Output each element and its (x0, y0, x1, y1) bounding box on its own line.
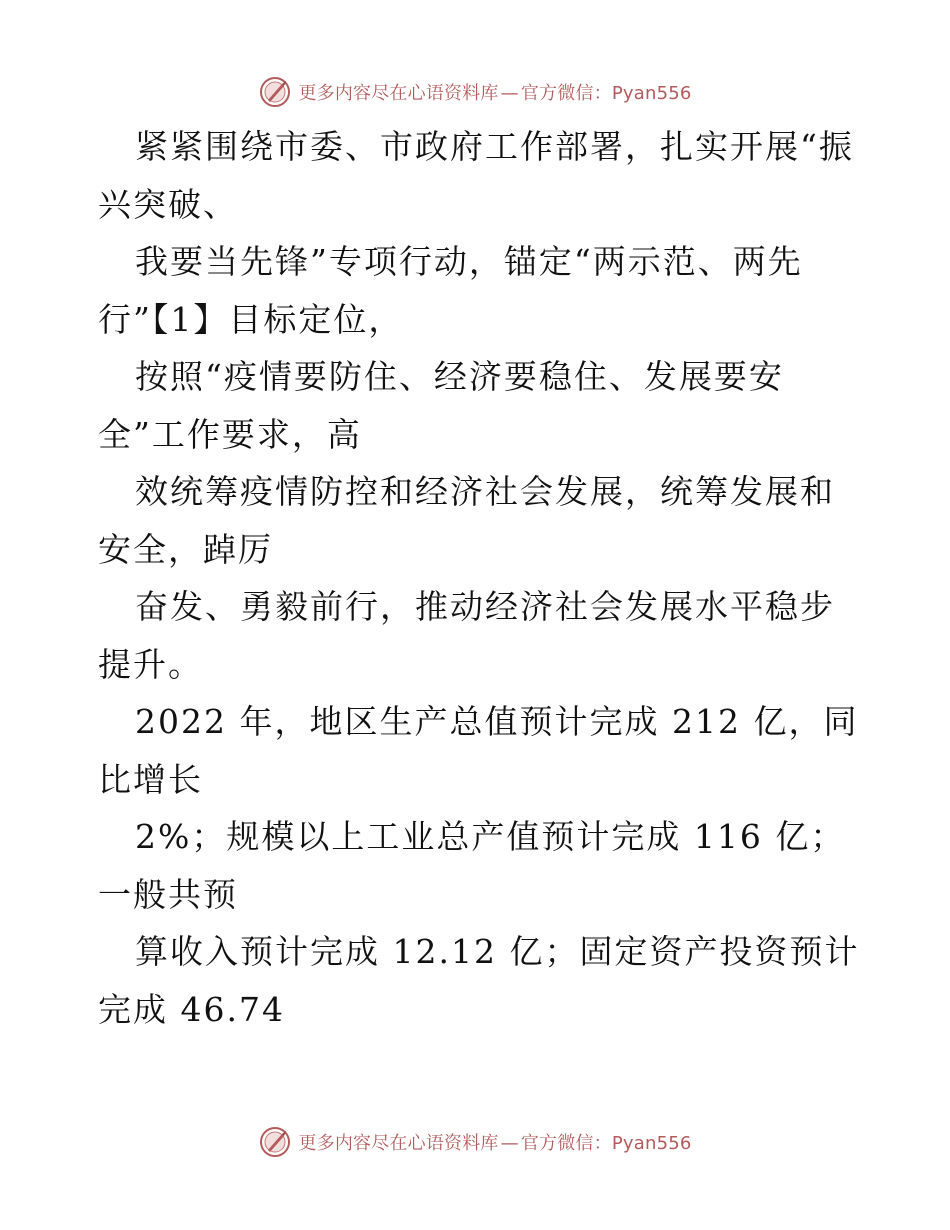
watermark-right-text: 官方微信：Pyan556 (520, 83, 692, 104)
body-paragraph: 算收入预计完成 12.12 亿；固定资产投资预计完成 46.74 (98, 932, 860, 1029)
body-paragraph: 我要当先锋”专项行动，锚定“两示范、两先行”【1】目标定位， (98, 242, 803, 339)
watermark-text (298, 1129, 691, 1155)
body-paragraph: 按照“疫情要防住、经济要稳住、发展要安全”工作要求，高 (98, 357, 784, 454)
body-paragraph: 2%；规模以上工业总产值预计完成 116 亿； 一般共预 (98, 817, 846, 914)
watermark-left-text: 更多内容尽在心语资料库 (298, 83, 499, 104)
body-paragraph: 效统筹疫情防控和经济社会发展，统筹发展和安全，踔厉 (98, 472, 835, 569)
watermark-separator: — (500, 1133, 519, 1154)
body-paragraph: 紧紧围绕市委、市政府工作部署，扎实开展“振兴突破、 (98, 127, 854, 224)
feather-pen-seal-icon (258, 75, 292, 109)
body-paragraph: 2022 年，地区生产总值预计完成 212 亿，同比增长 (98, 702, 859, 799)
body-paragraph: 奋发、勇毅前行，推动经济社会发展水平稳步提升。 (98, 587, 835, 684)
watermark-right-text: 官方微信：Pyan556 (520, 1133, 692, 1154)
feather-pen-seal-icon (258, 1125, 292, 1159)
watermark-separator: — (500, 83, 519, 104)
watermark-text (298, 79, 691, 105)
footer-watermark (0, 1122, 950, 1162)
watermark-left-text: 更多内容尽在心语资料库 (298, 1133, 499, 1154)
header-watermark (0, 72, 950, 112)
document-body (98, 118, 868, 1038)
